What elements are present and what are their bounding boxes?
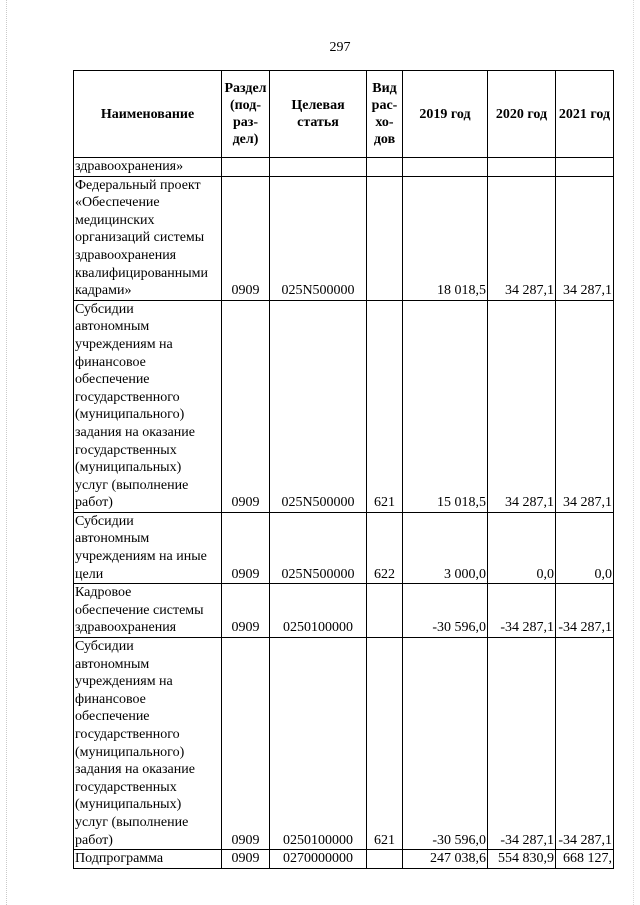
header-section [222,71,270,158]
cell-name-line: работ) [75,832,113,848]
cell-name-line: здравоохранения [75,247,177,263]
cell-2021: 34 287,1 [556,300,614,512]
header-2021: 2021 год [556,71,614,158]
table-row [74,176,614,300]
cell-name-line: учреждениям на [75,674,173,690]
cell-section: 0909 [222,300,270,512]
header-expense-line: рас- [371,98,398,113]
cell-name [74,158,222,177]
cell-name-line: государственного [75,389,180,405]
header-expense-line: дов [373,132,396,147]
cell-name-line: государственных [75,779,177,795]
cell-name-line: организаций системы [75,230,205,246]
cell-2019: -30 596,0 [403,584,488,638]
header-section-line: Раздел [224,81,267,96]
cell-name-line: Субсидии [75,513,134,529]
cell-section: 0909 [222,584,270,638]
cell-name-line: государственного [75,727,180,742]
header-article-line: Целевая [291,98,345,113]
cell-expense-type [367,158,403,177]
cell-name-line: автономным [75,319,150,335]
cell-name [74,638,222,850]
cell-name-line: услуг (выполнение [75,814,189,830]
cell-2020: 34 287,1 [488,176,556,300]
cell-2021 [556,158,614,177]
cell-name-line: услуг (выполнение [75,477,189,493]
right-margin-scan-line [633,0,634,905]
cell-name-line: Кадровое [75,585,132,601]
cell-2019: 18 018,5 [403,176,488,300]
cell-2019: 247 038,6 [403,850,488,869]
cell-name-line: задания на оказание [75,424,195,440]
header-2020: 2020 год [488,71,556,158]
cell-2020 [488,158,556,177]
header-section-line: (под- [229,98,262,113]
cell-article: 0250100000 [270,584,367,638]
cell-name [74,584,222,638]
cell-name-line: задания на оказание [75,762,195,778]
cell-name-line: обеспечение системы [75,602,204,618]
cell-name-line: Федеральный проект [75,177,201,193]
table-body [74,158,614,869]
cell-name-line: обеспечение [75,372,150,388]
cell-2020: 34 287,1 [488,300,556,512]
cell-expense-type [367,176,403,300]
cell-expense-type [367,850,403,869]
cell-2020: -34 287,1 [488,638,556,850]
header-name: Наименование [74,71,222,158]
cell-name-line: автономным [75,531,150,547]
page-number: 297 [329,40,351,55]
cell-article: 0250100000 [270,638,367,850]
cell-2021: 0,0 [556,512,614,583]
budget-table [73,70,614,869]
cell-section: 0909 [222,850,270,869]
cell-name-line: «Обеспечение [75,195,160,211]
cell-article: 025N500000 [270,300,367,512]
cell-2019: 15 018,5 [403,300,488,512]
header-section-line: раз- [232,115,259,130]
cell-2021: 668 127, [556,850,614,869]
header-article [270,71,367,158]
cell-name-line: (муниципальных) [75,460,182,476]
cell-name-line: финансовое [75,354,146,370]
cell-name-line: здравоохранения [75,620,177,636]
cell-article: 025N500000 [270,176,367,300]
cell-article [270,158,367,177]
cell-name-line: Подпрограмма [75,851,164,867]
header-expense-line: Вид [372,81,397,96]
header-article-line: статья [297,115,339,130]
cell-section [222,158,270,177]
table-row [74,300,614,512]
cell-name [74,300,222,512]
cell-section: 0909 [222,638,270,850]
header-expense-line: хо- [375,115,394,130]
cell-2020: -34 287,1 [488,584,556,638]
cell-name-line: обеспечение [75,709,150,725]
cell-name-line: Субсидии [75,639,134,655]
cell-name-line: Субсидии [75,301,134,317]
header-expense-type [367,71,403,158]
cell-section: 0909 [222,512,270,583]
cell-name-line: учреждениям на иные [75,549,207,565]
cell-section: 0909 [222,176,270,300]
cell-name-line: (муниципальных) [75,797,182,813]
cell-name-line: (муниципального) [75,744,185,760]
header-section-line: дел) [232,132,259,147]
table-row [74,638,614,850]
left-margin-scan-line [6,0,7,905]
cell-expense-type: 621 [367,300,403,512]
cell-name-line: финансовое [75,691,146,707]
table-row [74,850,614,869]
cell-name-line: автономным [75,656,150,672]
cell-2019: 3 000,0 [403,512,488,583]
cell-name [74,176,222,300]
cell-name-line: (муниципального) [75,407,185,423]
header-2019: 2019 год [403,71,488,158]
cell-article: 025N500000 [270,512,367,583]
cell-2019 [403,158,488,177]
cell-name-line: цели [75,566,104,582]
cell-2021: -34 287,1 [556,638,614,850]
cell-name-line: государственных [75,442,177,458]
cell-2019: -30 596,0 [403,638,488,850]
cell-2021: 34 287,1 [556,176,614,300]
cell-name [74,512,222,583]
cell-name-line: квалифицированными [75,265,208,281]
table-row [74,158,614,177]
cell-2021: -34 287,1 [556,584,614,638]
cell-article: 0270000000 [270,850,367,869]
cell-name-line: кадрами» [75,283,132,299]
header-row [74,71,614,158]
cell-expense-type [367,584,403,638]
table-row [74,512,614,583]
table-row [74,584,614,638]
cell-name-line: работ) [75,495,113,511]
cell-name [74,850,222,869]
cell-expense-type: 622 [367,512,403,583]
cell-name-line: медицинских [75,212,155,228]
cell-expense-type: 621 [367,638,403,850]
cell-name-line: учреждениям на [75,336,173,352]
cell-2020: 554 830,9 [488,850,556,869]
cell-2020: 0,0 [488,512,556,583]
cell-name-line: здравоохранения» [75,159,184,174]
